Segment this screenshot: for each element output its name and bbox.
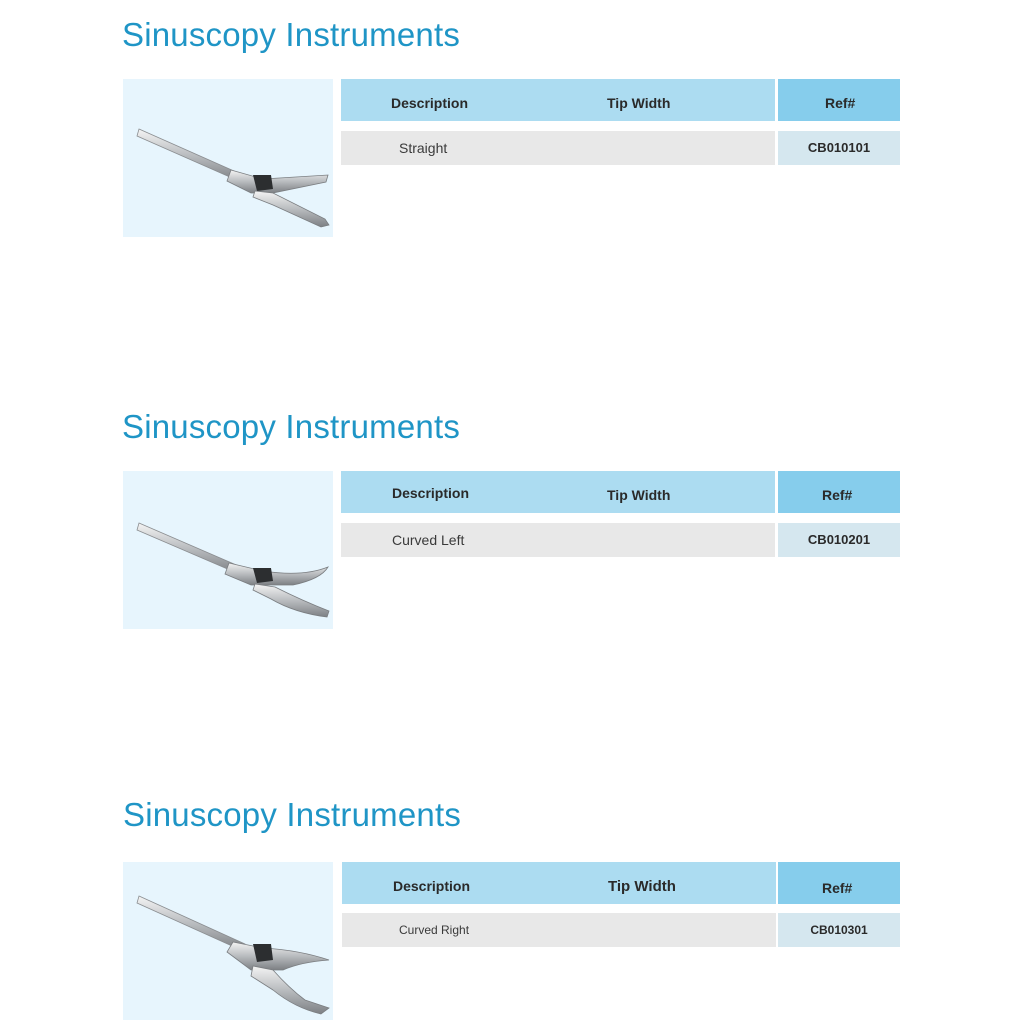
header-ref: Ref# xyxy=(825,95,856,111)
curved-left-forceps-icon xyxy=(123,471,333,629)
table-row xyxy=(341,523,775,557)
row-ref: CB010201 xyxy=(807,532,871,547)
header-tip-width: Tip Width xyxy=(607,95,671,111)
header-description: Description xyxy=(393,878,471,894)
row-ref-cell xyxy=(778,131,900,165)
instrument-photo xyxy=(123,471,333,629)
header-ref: Ref# xyxy=(822,487,853,503)
section-title: Sinuscopy Instruments xyxy=(122,408,461,445)
straight-forceps-icon xyxy=(123,79,333,237)
instrument-photo xyxy=(123,79,333,237)
row-description: Curved Left xyxy=(392,532,465,548)
header-description: Description xyxy=(391,95,469,111)
table-header xyxy=(342,862,776,904)
header-ref: Ref# xyxy=(822,880,853,896)
instrument-photo xyxy=(123,862,333,1020)
curved-right-forceps-icon xyxy=(123,862,333,1020)
table-row xyxy=(342,913,776,947)
header-ref-cell xyxy=(778,862,900,904)
table-header xyxy=(341,79,775,121)
header-tip-width: Tip Width xyxy=(607,487,671,503)
header-tip-width: Tip Width xyxy=(608,878,676,895)
row-ref-cell xyxy=(778,523,900,557)
section-title: Sinuscopy Instruments xyxy=(122,16,461,53)
product-section-3 xyxy=(0,796,1035,1036)
row-ref: CB010301 xyxy=(810,923,868,937)
table-header xyxy=(341,471,775,513)
header-ref-cell xyxy=(778,79,900,121)
product-section-1 xyxy=(0,16,1035,256)
header-ref-cell xyxy=(778,471,900,513)
row-description: Curved Right xyxy=(399,923,470,937)
product-section-2 xyxy=(0,408,1035,648)
row-description: Straight xyxy=(399,140,448,156)
row-ref-cell xyxy=(778,913,900,947)
section-title: Sinuscopy Instruments xyxy=(123,796,462,833)
header-description: Description xyxy=(392,485,470,501)
table-row xyxy=(341,131,775,165)
row-ref: CB010101 xyxy=(807,140,871,155)
